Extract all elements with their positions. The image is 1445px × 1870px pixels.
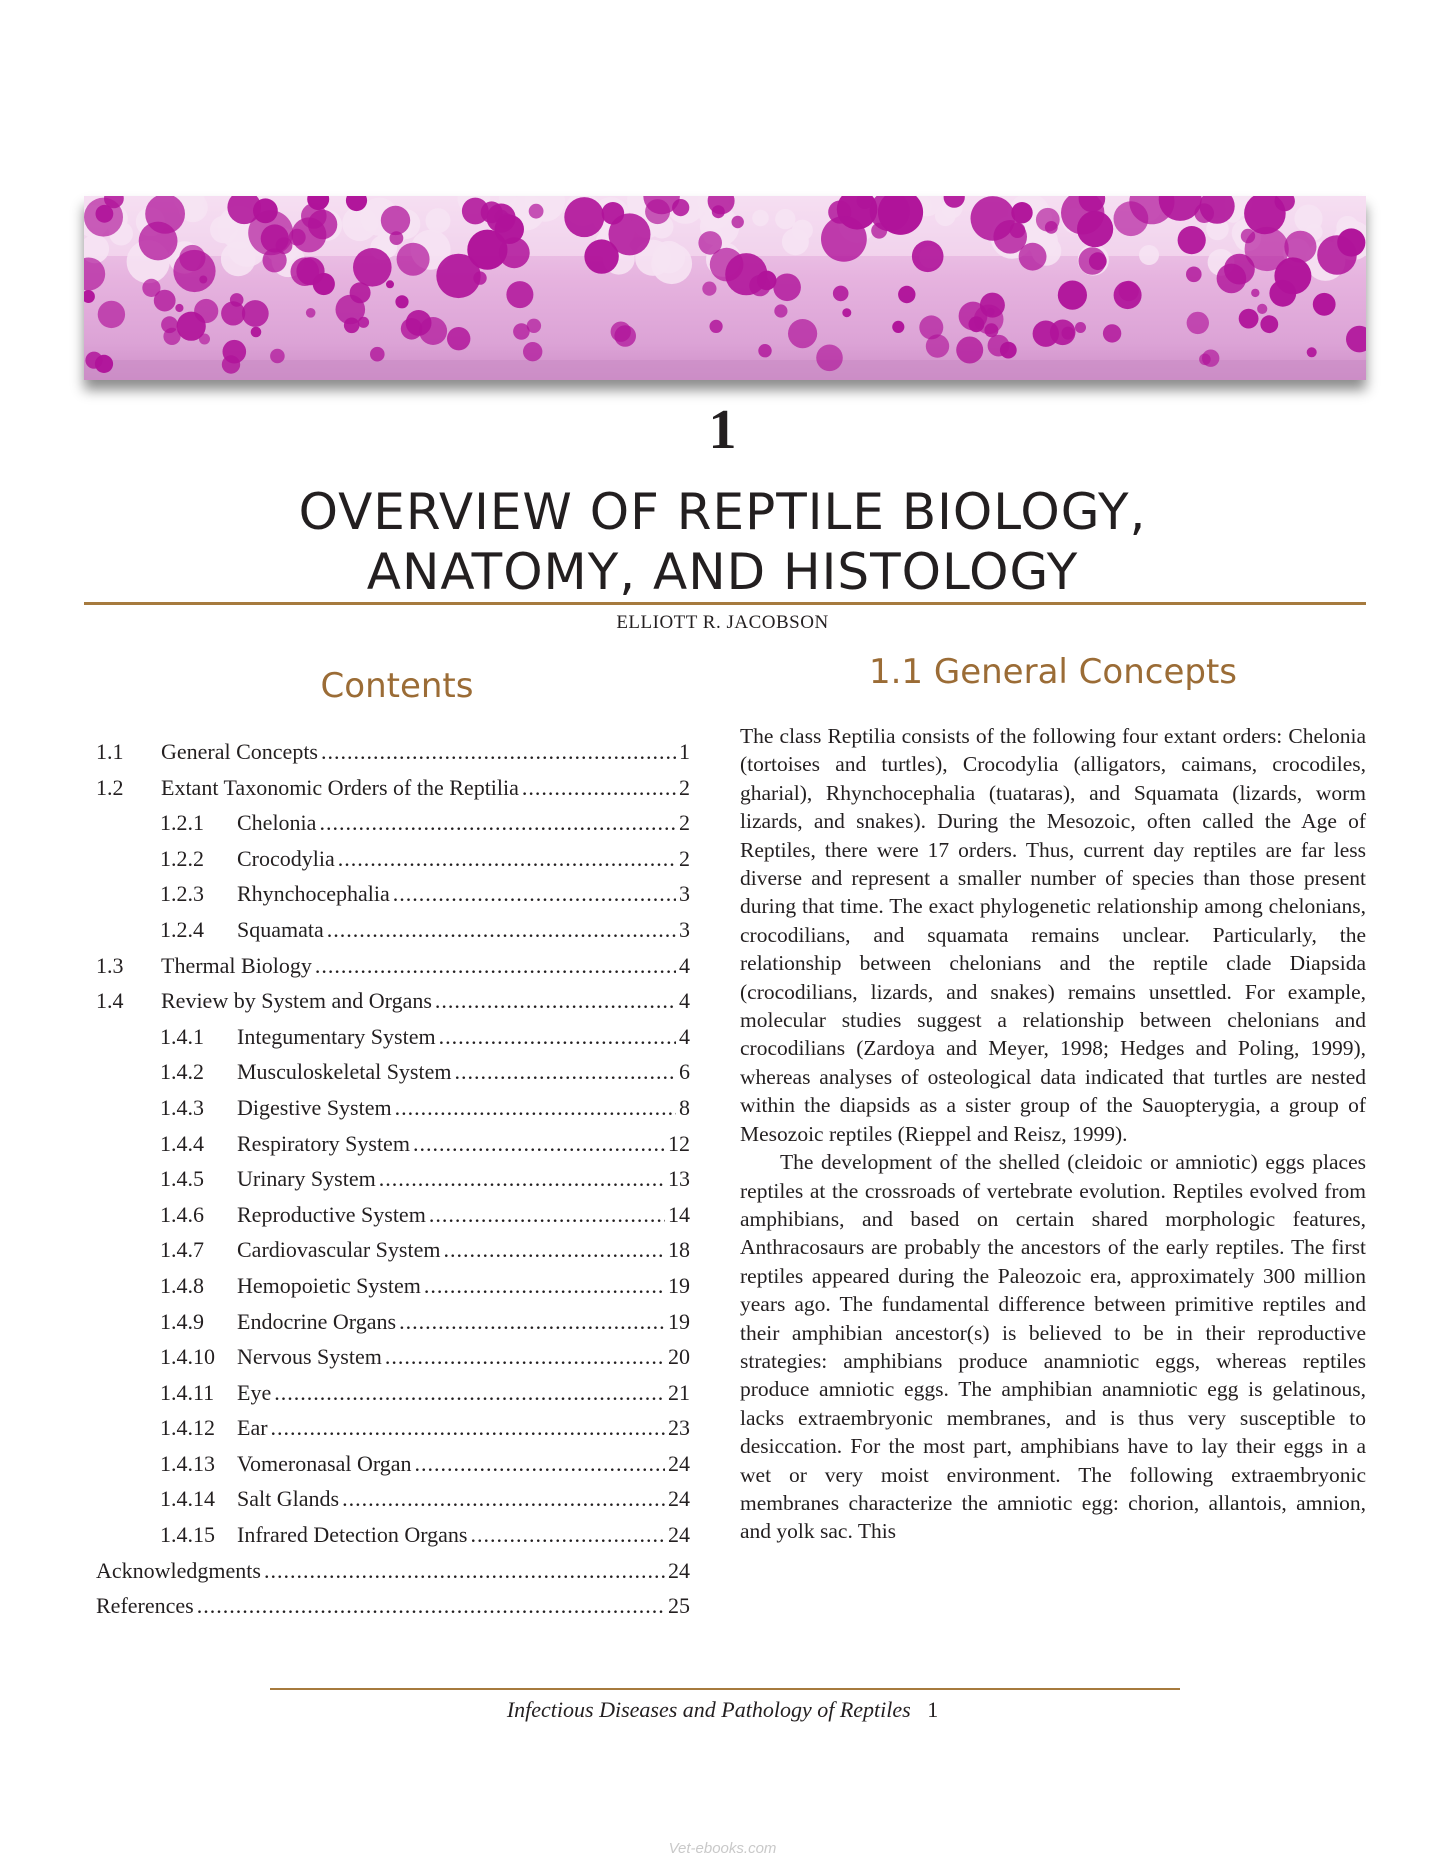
toc-entry-number: 1.4.2 — [160, 1059, 204, 1085]
toc-entry-number: 1.4.15 — [160, 1522, 215, 1548]
toc-entry-title: Endocrine Organs — [237, 1308, 397, 1334]
toc-leader-dots — [443, 1232, 665, 1268]
toc-entry-title: Salt Glands — [237, 1486, 340, 1512]
toc-entry-title: Nervous System — [237, 1344, 382, 1370]
toc-leader-dots — [395, 1090, 676, 1126]
toc-leader-dots — [274, 1375, 665, 1411]
book-title: Infectious Diseases and Pathology of Reptiles — [506, 1697, 911, 1722]
toc-leader-dots — [315, 948, 676, 984]
toc-entry-number: 1.2.3 — [160, 881, 204, 907]
toc-entry-page: 12 — [668, 1130, 690, 1156]
toc-leader-dots — [454, 1054, 676, 1090]
toc-entry — [96, 1481, 690, 1517]
footer-divider — [270, 1688, 1180, 1690]
toc-leader-dots — [271, 1410, 665, 1446]
toc-entry-title: Digestive System — [237, 1094, 392, 1120]
toc-entry-title: Musculoskeletal System — [237, 1059, 452, 1085]
toc-entry — [96, 1090, 690, 1126]
toc-leader-dots — [522, 770, 676, 806]
toc-entry-number: 1.4.12 — [160, 1415, 215, 1441]
toc-entry — [96, 1161, 690, 1197]
toc-entry-title: Vomeronasal Organ — [237, 1450, 412, 1476]
toc-entry-page: 14 — [668, 1201, 690, 1227]
toc-leader-dots — [415, 1446, 665, 1482]
toc-entry-number: 1.4.6 — [160, 1201, 204, 1227]
chapter-banner-image — [84, 196, 1366, 380]
toc-entry-page: 19 — [668, 1308, 690, 1334]
toc-entry-number: 1.2 — [96, 774, 124, 800]
toc-entry-page: 21 — [668, 1379, 690, 1405]
toc-entry-page: 4 — [679, 952, 690, 978]
toc-entry — [96, 805, 690, 841]
toc-entry — [96, 1375, 690, 1411]
toc-entry-title: Hemopoietic System — [237, 1272, 421, 1298]
toc-entry-number: 1.4.4 — [160, 1130, 204, 1156]
toc-entry-page: 23 — [668, 1415, 690, 1441]
body-paragraph-1: The class Reptilia consists of the following four extant orders: Chelonia (tortoises and turtles), Crocodylia (alligators, caimans, crocodiles, gharial), Rhynchocephalia (tuataras), and Squamata (lizards, worm lizards, and snakes). During the Mesozoic, often called the Age of Reptiles, there were 17 orders. Thus, current day reptiles are far less diverse and represent a smaller number of species than those present during that time. The exact phylogenetic relationship among chelonians, crocodilians, and squamata remains unclear. Particularly, the relationship between chelonians and the reptile clade Diapsida (crocodilians, lizards, and snakes) remains unsettled. For example, molecular studies suggest a relationship between chelonians and crocodilians (Zardoya and Meyer, 1998; Hedges and Poling, 1999), whereas analyses of osteological data indicated that turtles are nested within the diapsids as a sister group of the Sauopterygia, a group of Mesozoic reptiles (Rieppel and Reisz, 1999). — [740, 724, 1366, 1146]
toc-entry-number: 1.4.13 — [160, 1450, 215, 1476]
toc-entry-page: 24 — [668, 1486, 690, 1512]
toc-entry-title: Reproductive System — [237, 1201, 426, 1227]
toc-entry-title: Thermal Biology — [161, 952, 312, 978]
toc-leader-dots — [439, 1019, 676, 1055]
title-divider — [84, 602, 1366, 605]
toc-entry-number: 1.2.1 — [160, 810, 204, 836]
toc-entry — [96, 841, 690, 877]
toc-entry-page: 2 — [679, 810, 690, 836]
toc-leader-dots — [399, 1304, 665, 1340]
section-body — [740, 722, 1366, 1546]
toc-entry-title: Squamata — [237, 916, 324, 942]
toc-entry-number: 1.3 — [96, 952, 124, 978]
table-of-contents — [96, 734, 690, 1624]
toc-leader-dots — [338, 841, 676, 877]
toc-entry-page: 20 — [668, 1344, 690, 1370]
toc-entry-title: Crocodylia — [237, 845, 335, 871]
toc-entry — [96, 1553, 690, 1589]
toc-entry-page: 18 — [668, 1237, 690, 1263]
toc-entry — [96, 1304, 690, 1340]
toc-leader-dots — [327, 912, 676, 948]
chapter-title-line-2: ANATOMY, AND HISTOLOGY — [366, 543, 1079, 601]
toc-entry-page: 3 — [679, 881, 690, 907]
toc-entry-page: 24 — [668, 1557, 690, 1583]
toc-entry-number: 1.4 — [96, 988, 124, 1014]
toc-entry-number: 1.2.2 — [160, 845, 204, 871]
toc-entry — [96, 770, 690, 806]
toc-entry — [96, 1268, 690, 1304]
toc-entry — [96, 1054, 690, 1090]
toc-entry-page: 4 — [679, 988, 690, 1014]
toc-entry-page: 1 — [679, 739, 690, 764]
toc-leader-dots — [413, 1126, 665, 1162]
toc-entry-number: 1.4.11 — [160, 1379, 215, 1405]
toc-entry-title: Urinary System — [237, 1166, 376, 1192]
toc-entry — [96, 1588, 690, 1624]
toc-entry-title: Chelonia — [237, 810, 317, 836]
toc-leader-dots — [379, 1161, 665, 1197]
toc-entry-title: General Concepts — [161, 739, 318, 764]
toc-entry-number: 1.4.5 — [160, 1166, 204, 1192]
toc-entry-title: Infrared Detection Organs — [237, 1522, 468, 1548]
toc-entry — [96, 1410, 690, 1446]
toc-entry-number: 1.4.3 — [160, 1094, 204, 1120]
toc-entry-page: 3 — [679, 916, 690, 942]
toc-entry-title: Review by System and Organs — [161, 988, 432, 1014]
toc-leader-dots — [385, 1339, 665, 1375]
toc-entry-title: Ear — [237, 1415, 268, 1441]
toc-entry — [96, 1019, 690, 1055]
toc-entry-number: 1.4.7 — [160, 1237, 204, 1263]
toc-entry-number: 1.4.9 — [160, 1308, 204, 1334]
toc-entry-page: 2 — [679, 845, 690, 871]
toc-entry-number: 1.4.1 — [160, 1023, 204, 1049]
chapter-title-line-1: OVERVIEW OF REPTILE BIOLOGY, — [298, 483, 1147, 541]
author-name: ELLIOTT R. JACOBSON — [616, 612, 829, 633]
toc-entry-page: 13 — [668, 1166, 690, 1192]
chapter-number: 1 — [708, 399, 737, 461]
toc-leader-dots — [471, 1517, 666, 1553]
chapter-title — [0, 482, 1445, 602]
toc-entry-title: Integumentary System — [237, 1023, 436, 1049]
toc-entry-number: 1.2.4 — [160, 916, 204, 942]
contents-heading: Contents — [320, 666, 474, 706]
toc-entry-title: Respiratory System — [237, 1130, 410, 1156]
toc-leader-dots — [424, 1268, 665, 1304]
toc-entry-page: 24 — [668, 1450, 690, 1476]
toc-entry-title: References — [96, 1593, 194, 1619]
toc-entry-page: 4 — [679, 1023, 690, 1049]
toc-entry-title: Eye — [237, 1379, 272, 1405]
toc-entry-number: 1.1 — [96, 739, 124, 764]
toc-entry-page: 6 — [679, 1059, 690, 1085]
toc-leader-dots — [393, 876, 676, 912]
toc-entry — [96, 1517, 690, 1553]
toc-entry — [96, 734, 690, 770]
page-number: 1 — [927, 1697, 939, 1722]
toc-leader-dots — [321, 734, 676, 770]
histology-micrograph — [84, 196, 1366, 380]
page-footer — [0, 1697, 1445, 1723]
toc-entry — [96, 1232, 690, 1268]
toc-entry — [96, 1197, 690, 1233]
toc-entry — [96, 1446, 690, 1482]
toc-entry-page: 19 — [668, 1272, 690, 1298]
toc-entry-number: 1.4.14 — [160, 1486, 215, 1512]
toc-leader-dots — [197, 1588, 665, 1624]
toc-leader-dots — [319, 805, 676, 841]
toc-entry — [96, 1126, 690, 1162]
toc-entry — [96, 912, 690, 948]
watermark: Vet-ebooks.com — [668, 1840, 777, 1857]
toc-entry-number: 1.4.8 — [160, 1272, 204, 1298]
toc-entry-page: 25 — [668, 1593, 690, 1619]
body-paragraph-2: The development of the shelled (cleidoic or amniotic) eggs places reptiles at the crossroads of vertebrate evolution. Reptiles evolved from amphibians, and based on certain shared morphologic features, Anthracosaurs are probably the ancestors of the early reptiles. The first reptiles appeared during the Paleozoic era, approximately 300 million years ago. The fundamental difference between primitive reptiles and their amphibian ancestor(s) is believed to be in their reproductive strategies: amphibians produce anamniotic eggs, whereas reptiles produce amniotic eggs. The amphibian anamniotic egg is gelatinous, lacks extraembryonic membranes, and is thus very susceptible to desiccation. For the most part, amphibians have to lay their eggs in a wet or very moist environment. The following extraembryonic membranes characterize the amniotic egg: chorion, allantois, amnion, and yolk sac. This — [740, 1150, 1366, 1544]
toc-entry-page: 24 — [668, 1522, 690, 1548]
toc-entry-page: 2 — [679, 774, 690, 800]
toc-leader-dots — [435, 983, 676, 1019]
toc-leader-dots — [264, 1553, 665, 1589]
toc-leader-dots — [342, 1481, 665, 1517]
toc-entry-title: Extant Taxonomic Orders of the Reptilia — [161, 774, 519, 800]
toc-entry-number: 1.4.10 — [160, 1344, 215, 1370]
section-heading: 1.1 General Concepts — [868, 652, 1237, 692]
toc-entry — [96, 983, 690, 1019]
toc-entry — [96, 876, 690, 912]
toc-leader-dots — [429, 1197, 665, 1233]
toc-entry-page: 8 — [679, 1094, 690, 1120]
toc-entry-title: Cardiovascular System — [237, 1237, 441, 1263]
toc-entry — [96, 948, 690, 984]
toc-entry-title: Rhynchocephalia — [237, 881, 390, 907]
toc-entry-title: Acknowledgments — [96, 1557, 261, 1583]
toc-entry — [96, 1339, 690, 1375]
